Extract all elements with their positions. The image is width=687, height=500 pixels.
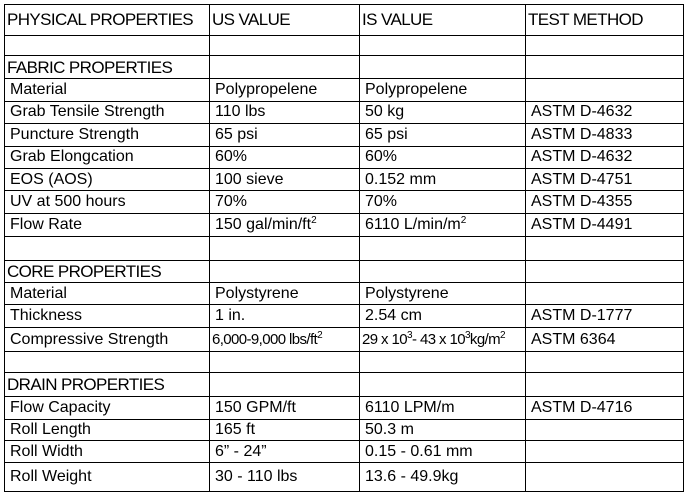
cell-is-value: 50.3 m: [360, 419, 526, 440]
cell-test-method: [526, 440, 684, 462]
cell-property: Grab Tensile Strength: [5, 101, 210, 123]
cell-property: Thickness: [5, 305, 210, 327]
table-row: [5, 440, 684, 462]
cell-us-value: Polypropelene: [210, 79, 360, 101]
cell-test-method: ASTM D-1777: [526, 305, 684, 327]
cell-us-value: 65 psi: [210, 124, 360, 146]
cell-us-value: 100 sieve: [210, 168, 360, 190]
cell-is-value: 70%: [360, 191, 526, 213]
cell-is-value: 50 kg: [360, 101, 526, 123]
cell-us-value: 6” - 24”: [210, 440, 360, 462]
cell-test-method: ASTM D-4716: [526, 397, 684, 419]
cell-is-value: Polypropelene: [360, 79, 526, 101]
cell-us-value: 1 in.: [210, 305, 360, 327]
cell-test-method: ASTM D-4632: [526, 146, 684, 168]
cell-property: Flow Capacity: [5, 397, 210, 419]
cell-property: Roll Width: [5, 440, 210, 462]
section-row-core: [5, 260, 684, 282]
section-title-drain: DRAIN PROPERTIES: [5, 372, 210, 396]
cell-is-value: 2.54 cm: [360, 305, 526, 327]
table-row: [5, 79, 684, 101]
section-title-core: CORE PROPERTIES: [5, 260, 210, 282]
cell-property: EOS (AOS): [5, 168, 210, 190]
cell-is-value: 13.6 - 49.9kg: [360, 463, 526, 492]
cell-property: Grab Elongcation: [5, 146, 210, 168]
table-row: [5, 283, 684, 305]
cell-us-value: 150 GPM/ft: [210, 397, 360, 419]
header-row: [5, 5, 684, 36]
section-row-fabric: [5, 55, 684, 78]
cell-us-value: 30 - 110 lbs: [210, 463, 360, 492]
cell-property: Roll Length: [5, 419, 210, 440]
cell-test-method: [526, 79, 684, 101]
cell-us-value: 6,000-9,000 lbs/$ft^2$: [210, 327, 360, 351]
cell-test-method: [526, 463, 684, 492]
table-row: [5, 191, 684, 213]
spacer-row: [5, 352, 684, 372]
cell-test-method: ASTM D-4833: [526, 124, 684, 146]
table-row: [5, 213, 684, 236]
cell-property: Puncture Strength: [5, 124, 210, 146]
cell-test-method: ASTM D-4632: [526, 101, 684, 123]
cell-is-value: 29 x $10^3-$ 43 x $10^3kg/m^2$: [360, 327, 526, 351]
header-is-value: IS VALUE: [360, 5, 526, 36]
table-row: [5, 124, 684, 146]
cell-us-value: Polystyrene: [210, 283, 360, 305]
table-row: [5, 327, 684, 351]
spacer-row: [5, 35, 684, 55]
cell-us-value: 60%: [210, 146, 360, 168]
cell-is-value: 0.152 mm: [360, 168, 526, 190]
table-row: [5, 168, 684, 190]
cell-is-value: 0.15 - 0.61 mm: [360, 440, 526, 462]
section-row-drain: [5, 372, 684, 396]
physical-properties-table: [4, 4, 684, 492]
cell-test-method: ASTM 6364: [526, 327, 684, 351]
cell-property: Flow Rate: [5, 213, 210, 236]
cell-us-value: 150 gal/$\min/ft^2$: [210, 213, 360, 236]
table-row: [5, 305, 684, 327]
cell-property: Material: [5, 283, 210, 305]
header-test-method: TEST METHOD: [526, 5, 684, 36]
section-title-fabric: FABRIC PROPERTIES: [5, 55, 210, 78]
cell-is-value: 60%: [360, 146, 526, 168]
cell-is-value: 6110 $L/\min/m^2$: [360, 213, 526, 236]
header-us-value: US VALUE: [210, 5, 360, 36]
cell-test-method: [526, 283, 684, 305]
cell-is-value: 6110 LPM/m: [360, 397, 526, 419]
cell-property: Material: [5, 79, 210, 101]
cell-is-value: Polystyrene: [360, 283, 526, 305]
table-row: [5, 397, 684, 419]
cell-is-value: 65 psi: [360, 124, 526, 146]
cell-property: Compressive Strength: [5, 327, 210, 351]
table-row: [5, 419, 684, 440]
cell-test-method: ASTM D-4751: [526, 168, 684, 190]
cell-test-method: ASTM D-4491: [526, 213, 684, 236]
table-row: [5, 463, 684, 492]
cell-us-value: 110 lbs: [210, 101, 360, 123]
spacer-row: [5, 237, 684, 260]
cell-property: UV at 500 hours: [5, 191, 210, 213]
cell-us-value: 165 ft: [210, 419, 360, 440]
cell-test-method: [526, 419, 684, 440]
cell-property: Roll Weight: [5, 463, 210, 492]
cell-us-value: 70%: [210, 191, 360, 213]
table-row: [5, 101, 684, 123]
cell-test-method: ASTM D-4355: [526, 191, 684, 213]
header-physical-properties: PHYSICAL PROPERTIES: [5, 5, 210, 36]
table-row: [5, 146, 684, 168]
